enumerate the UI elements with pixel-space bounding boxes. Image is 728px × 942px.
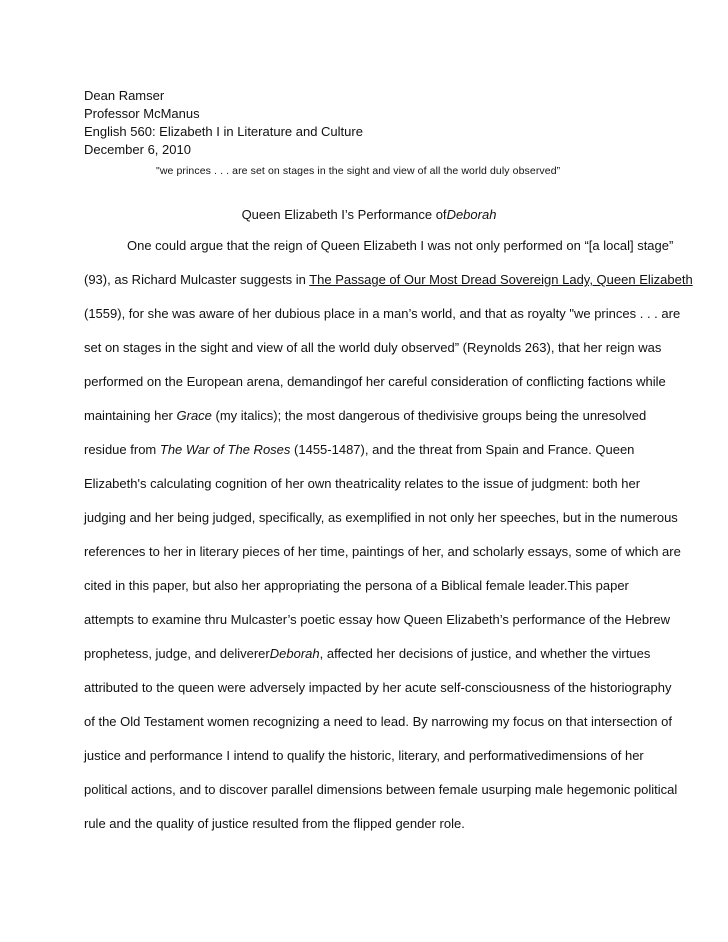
body-text: maintaining her bbox=[84, 408, 177, 423]
italic-text: Deborah bbox=[269, 646, 320, 661]
italic-text: Grace bbox=[176, 408, 212, 423]
body-paragraph bbox=[84, 237, 693, 849]
body-line: set on stages in the sight and view of all the world duly observed” (Reynolds 263), that her reign was bbox=[84, 340, 662, 355]
body-line: justice and performance I intend to qualify the historic, literary, and performativedimensions of her bbox=[84, 748, 644, 763]
date: December 6, 2010 bbox=[84, 142, 191, 157]
body-line: (1559), for she was aware of her dubious place in a man’s world, and that as royalty "we princes . . . are bbox=[84, 306, 681, 321]
body-line: rule and the quality of justice resulted from the flipped gender role. bbox=[84, 816, 465, 831]
body-line bbox=[84, 407, 647, 441]
body-line: attributed to the queen were adversely impacted by her acute self-consciousness of the historiography bbox=[84, 680, 672, 695]
title-italic: Deborah bbox=[446, 207, 497, 222]
body-line bbox=[84, 645, 651, 679]
heading-block bbox=[84, 87, 363, 159]
body-text: residue from bbox=[84, 442, 160, 457]
body-line: attempts to examine thru Mulcaster’s poetic essay how Queen Elizabeth’s performance of the Hebrew bbox=[84, 612, 671, 627]
author-name: Dean Ramser bbox=[84, 88, 165, 103]
paper-title bbox=[0, 207, 728, 222]
underlined-title: The Passage of Our Most Dread Sovereign Lady, Queen Elizabeth bbox=[309, 272, 693, 287]
epigraph: "we princes . . . are set on stages in the sight and view of all the world duly observed” bbox=[156, 165, 561, 177]
course-name: English 560: Elizabeth I in Literature and Culture bbox=[84, 124, 363, 139]
title-text: Queen Elizabeth I’s Performance of bbox=[241, 207, 447, 222]
body-text: (my italics); the most dangerous of thedivisive groups being the unresolved bbox=[211, 408, 647, 423]
body-line: political actions, and to discover parallel dimensions between female usurping male hegemonic political bbox=[84, 782, 678, 797]
body-text: (1455-1487), and the threat from Spain and France. Queen bbox=[290, 442, 635, 457]
body-line: judging and her being judged, specifically, as exemplified in not only her speeches, but in the numerous bbox=[84, 510, 678, 525]
professor-name: Professor McManus bbox=[84, 106, 200, 121]
body-line bbox=[84, 271, 693, 305]
body-text: prophetess, judge, and deliverer bbox=[84, 646, 270, 661]
body-text: , affected her decisions of justice, and whether the virtues bbox=[319, 646, 651, 661]
body-line bbox=[84, 441, 644, 475]
body-text: (93), as Richard Mulcaster suggests in bbox=[84, 272, 310, 287]
body-line: Elizabeth's calculating cognition of her own theatricality relates to the issue of judgment: both her bbox=[84, 476, 641, 491]
body-line: references to her in literary pieces of her time, paintings of her, and scholarly essays, some of which are bbox=[84, 544, 681, 559]
body-line: of the Old Testament women recognizing a need to lead. By narrowing my focus on that intersection of bbox=[84, 714, 672, 729]
body-line: cited in this paper, but also her appropriating the persona of a Biblical female leader.This paper bbox=[84, 578, 629, 593]
body-line: One could argue that the reign of Queen Elizabeth I was not only performed on “[a local] stage” bbox=[127, 238, 674, 253]
body-line: performed on the European arena, demandingof her careful consideration of conflicting factions while bbox=[84, 374, 666, 389]
italic-text: The War of The Roses bbox=[159, 442, 291, 457]
